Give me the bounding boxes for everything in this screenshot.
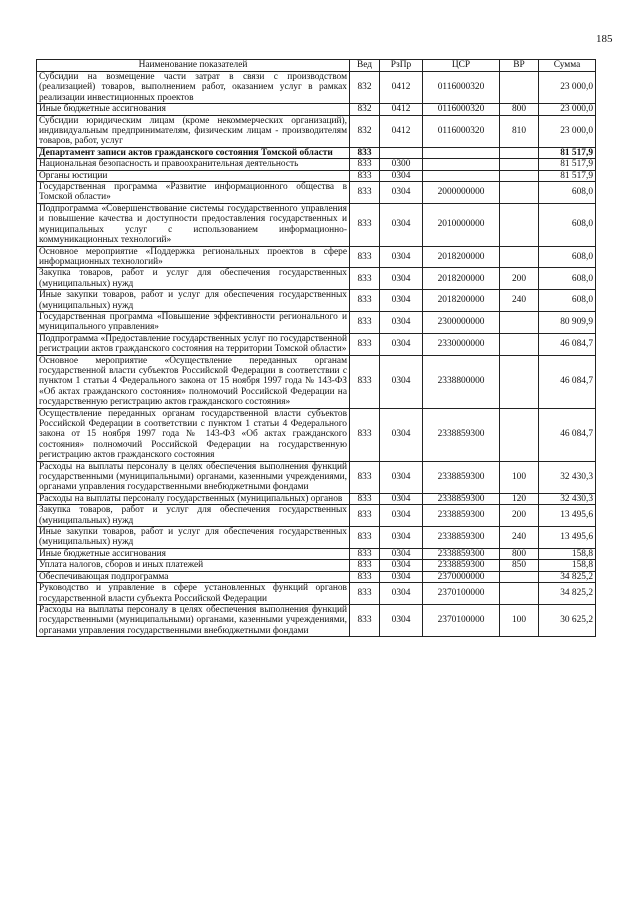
cell-name: Закупка товаров, работ и услуг для обеспечения государственных (муниципальных) нужд [37,505,350,527]
cell-vr: 200 [500,505,539,527]
cell-ved: 833 [350,182,380,204]
table-row [37,246,596,268]
cell-name: Субсидии на возмещение части затрат в связи с производством (реализацией) товаров, выполнением работ, оказанием услуг в рамках реализации инвестиционных проектов [37,72,350,104]
cell-rzpr: 0304 [380,583,423,605]
cell-csr: 2338859300 [423,493,500,504]
cell-name: Национальная безопасность и правоохранительная деятельность [37,159,350,170]
cell-sum: 80 909,9 [539,311,596,333]
cell-name: Подпрограмма «Предоставление государственных услуг по государственной регистрации актов гражданского состояния на территории Томской области» [37,333,350,355]
cell-name: Государственная программа «Развитие информационного общества в Томской области» [37,182,350,204]
table-row [37,147,596,158]
cell-name: Органы юстиции [37,170,350,181]
cell-vr: 100 [500,604,539,636]
cell-sum: 81 517,9 [539,147,596,158]
cell-csr: 2338859300 [423,461,500,493]
cell-name: Иные бюджетные ассигнования [37,548,350,559]
cell-vr [500,246,539,268]
cell-name: Иные закупки товаров, работ и услуг для обеспечения государственных (муниципальных) нужд [37,527,350,549]
cell-csr: 2330000000 [423,333,500,355]
cell-name: Расходы на выплаты персоналу в целях обеспечения выполнения функций государственными (муниципальными) органами, казенными учреждениями, органами управления государственными внебюджетными фондами [37,461,350,493]
cell-rzpr: 0304 [380,461,423,493]
table-row [37,408,596,461]
cell-rzpr: 0304 [380,548,423,559]
cell-rzpr: 0412 [380,104,423,115]
cell-name: Расходы на выплаты персоналу государственных (муниципальных) органов [37,493,350,504]
cell-csr [423,159,500,170]
cell-name: Расходы на выплаты персоналу в целях обеспечения выполнения функций государственными (муниципальными) органами, казенными учреждениями, органами управления государственными внебюджетными фондами [37,604,350,636]
budget-table [36,59,596,637]
table-body [37,72,596,637]
cell-name: Субсидии юридическим лицам (кроме некоммерческих организаций), индивидуальным предпринимателям, физическим лицам - производителям товаров, работ, услуг [37,115,350,147]
header-sum: Сумма [539,60,596,72]
cell-vr [500,355,539,408]
cell-rzpr: 0304 [380,182,423,204]
cell-name: Уплата налогов, сборов и иных платежей [37,560,350,571]
cell-sum: 81 517,9 [539,170,596,181]
table-row [37,170,596,181]
cell-ved: 833 [350,268,380,290]
cell-ved: 833 [350,246,380,268]
cell-rzpr [380,147,423,158]
header-csr: ЦСР [423,60,500,72]
cell-vr: 200 [500,268,539,290]
cell-vr [500,408,539,461]
cell-sum: 608,0 [539,203,596,246]
cell-csr: 2018200000 [423,246,500,268]
cell-sum: 32 430,3 [539,461,596,493]
table-row [37,548,596,559]
cell-csr: 2018200000 [423,268,500,290]
cell-sum: 23 000,0 [539,115,596,147]
cell-rzpr: 0304 [380,311,423,333]
cell-sum: 13 495,6 [539,505,596,527]
cell-vr [500,311,539,333]
cell-sum: 158,8 [539,560,596,571]
cell-sum: 158,8 [539,548,596,559]
cell-ved: 833 [350,571,380,582]
cell-name: Государственная программа «Повышение эффективности регионального и муниципального управления» [37,311,350,333]
cell-name: Руководство и управление в сфере установленных функций органов государственной власти субъекта Российской Федерации [37,583,350,605]
cell-vr [500,583,539,605]
cell-rzpr: 0304 [380,355,423,408]
cell-vr: 100 [500,461,539,493]
cell-csr [423,147,500,158]
table-row [37,355,596,408]
table-row [37,461,596,493]
table-row [37,290,596,312]
cell-csr: 2010000000 [423,203,500,246]
page-number: 185 [596,33,613,45]
cell-rzpr: 0304 [380,560,423,571]
header-name: Наименование показателей [37,60,350,72]
cell-vr: 240 [500,290,539,312]
cell-sum: 23 000,0 [539,72,596,104]
cell-rzpr: 0412 [380,72,423,104]
table-row [37,527,596,549]
cell-rzpr: 0304 [380,408,423,461]
table-row [37,115,596,147]
cell-rzpr: 0304 [380,203,423,246]
cell-csr: 2338859300 [423,527,500,549]
cell-ved: 833 [350,355,380,408]
cell-sum: 608,0 [539,268,596,290]
cell-sum: 32 430,3 [539,493,596,504]
table-row [37,604,596,636]
cell-csr: 2338800000 [423,355,500,408]
cell-sum: 46 084,7 [539,333,596,355]
table-row [37,268,596,290]
table-row [37,493,596,504]
table-row [37,333,596,355]
cell-name: Основное мероприятие «Осуществление переданных органам государственной власти субъектов Российской Федерации в соответствии с пунктом 1 статьи 4 Федерального закона от 15 ноября 1997 года № 143-ФЗ «Об актах гражданского состояния» полномочий Российской Федерации на государственную регистрацию актов гражданского состояния» [37,355,350,408]
cell-csr: 2300000000 [423,311,500,333]
cell-ved: 833 [350,333,380,355]
table-row [37,560,596,571]
cell-vr: 850 [500,560,539,571]
cell-sum: 34 825,2 [539,583,596,605]
cell-vr [500,203,539,246]
cell-ved: 833 [350,311,380,333]
cell-vr [500,170,539,181]
cell-vr: 810 [500,115,539,147]
cell-name: Департамент записи актов гражданского состояния Томской области [37,147,350,158]
table-row [37,571,596,582]
table-row [37,505,596,527]
cell-csr: 2338859300 [423,408,500,461]
cell-name: Закупка товаров, работ и услуг для обеспечения государственных (муниципальных) нужд [37,268,350,290]
cell-rzpr: 0304 [380,493,423,504]
cell-rzpr: 0304 [380,505,423,527]
table-row [37,72,596,104]
cell-csr: 2370100000 [423,604,500,636]
cell-vr [500,571,539,582]
cell-sum: 34 825,2 [539,571,596,582]
cell-name: Обеспечивающая подпрограмма [37,571,350,582]
cell-vr [500,147,539,158]
cell-rzpr: 0304 [380,170,423,181]
cell-rzpr: 0304 [380,290,423,312]
cell-vr: 240 [500,527,539,549]
cell-sum: 23 000,0 [539,104,596,115]
cell-rzpr: 0304 [380,604,423,636]
cell-ved: 833 [350,290,380,312]
cell-csr: 0116000320 [423,72,500,104]
cell-sum: 608,0 [539,182,596,204]
cell-rzpr: 0304 [380,571,423,582]
cell-ved: 833 [350,203,380,246]
header-vr: ВР [500,60,539,72]
table-row [37,311,596,333]
cell-sum: 30 625,2 [539,604,596,636]
table-header-row [37,60,596,72]
cell-sum: 46 084,7 [539,355,596,408]
table-row [37,104,596,115]
cell-vr [500,333,539,355]
cell-vr [500,72,539,104]
cell-ved: 833 [350,461,380,493]
cell-ved: 832 [350,115,380,147]
header-ved: Вед [350,60,380,72]
cell-vr [500,159,539,170]
cell-ved: 833 [350,548,380,559]
cell-name: Подпрограмма «Совершенствование системы государственного управления и повышение качества и доступности предоставления государственных и муниципальных услуг с использованием информационно-коммуникационных технологий» [37,203,350,246]
cell-csr [423,170,500,181]
cell-sum: 81 517,9 [539,159,596,170]
table-row [37,159,596,170]
cell-rzpr: 0304 [380,527,423,549]
cell-csr: 2338859300 [423,560,500,571]
cell-ved: 833 [350,147,380,158]
cell-csr: 2338859300 [423,548,500,559]
cell-csr: 2370000000 [423,571,500,582]
cell-csr: 2338859300 [423,505,500,527]
cell-vr [500,182,539,204]
cell-name: Основное мероприятие «Поддержка региональных проектов в сфере информационных технологий» [37,246,350,268]
cell-csr: 2000000000 [423,182,500,204]
cell-rzpr: 0304 [380,333,423,355]
cell-ved: 833 [350,604,380,636]
cell-name: Иные закупки товаров, работ и услуг для обеспечения государственных (муниципальных) нужд [37,290,350,312]
cell-csr: 0116000320 [423,104,500,115]
cell-rzpr: 0304 [380,246,423,268]
cell-sum: 46 084,7 [539,408,596,461]
cell-csr: 0116000320 [423,115,500,147]
cell-vr: 120 [500,493,539,504]
cell-ved: 833 [350,560,380,571]
cell-ved: 833 [350,159,380,170]
cell-ved: 833 [350,493,380,504]
cell-ved: 833 [350,527,380,549]
cell-sum: 608,0 [539,290,596,312]
cell-csr: 2018200000 [423,290,500,312]
cell-ved: 833 [350,408,380,461]
cell-rzpr: 0304 [380,268,423,290]
cell-rzpr: 0412 [380,115,423,147]
cell-csr: 2370100000 [423,583,500,605]
cell-name: Осуществление переданных органам государственной власти субъектов Российской Федерации в соответствии с пунктом 1 статьи 4 Федерального закона от 15 ноября 1997 года № 143-ФЗ «Об актах гражданского состояния» полномочий Российской Федерации на государственную регистрацию актов гражданского состояния [37,408,350,461]
cell-ved: 832 [350,72,380,104]
cell-sum: 608,0 [539,246,596,268]
cell-ved: 832 [350,104,380,115]
cell-sum: 13 495,6 [539,527,596,549]
cell-name: Иные бюджетные ассигнования [37,104,350,115]
table-row [37,182,596,204]
cell-ved: 833 [350,170,380,181]
table-row [37,203,596,246]
cell-vr: 800 [500,104,539,115]
table-row [37,583,596,605]
cell-vr: 800 [500,548,539,559]
cell-ved: 833 [350,583,380,605]
cell-ved: 833 [350,505,380,527]
header-rzpr: РзПр [380,60,423,72]
cell-rzpr: 0300 [380,159,423,170]
